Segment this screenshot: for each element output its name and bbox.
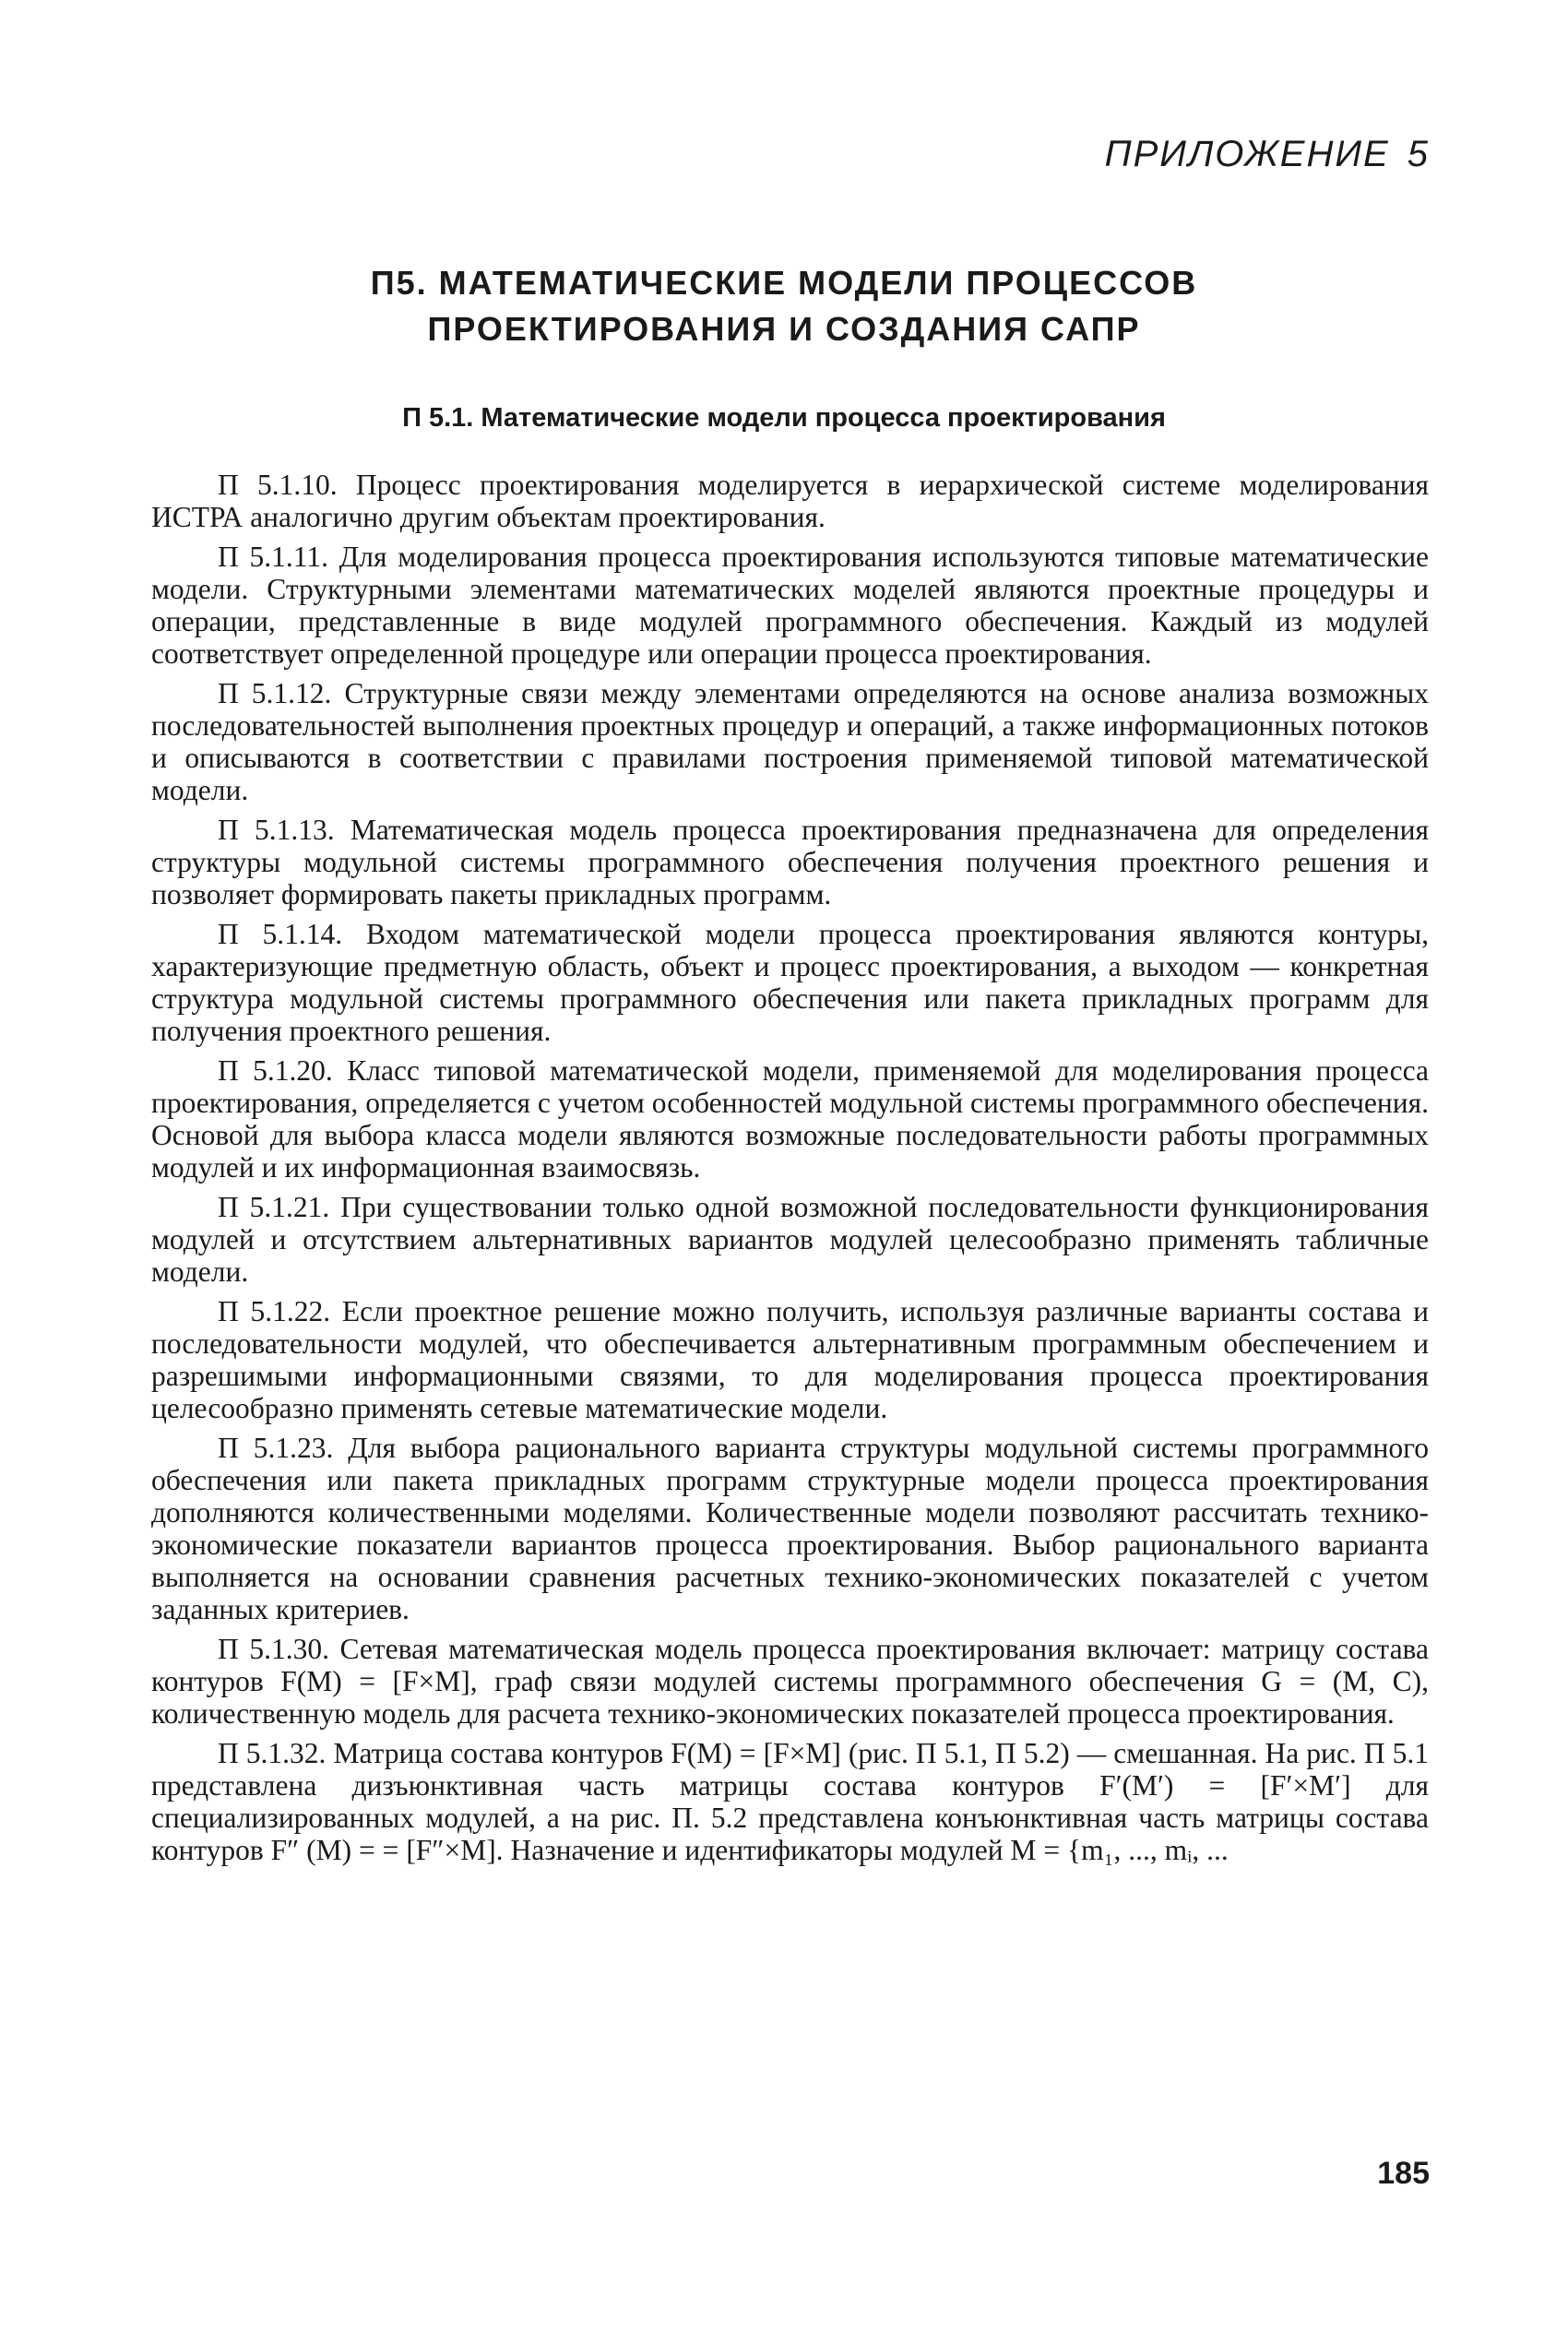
paragraph-5-1-11: П 5.1.11. Для моделирования процесса проектирования используются типовые математические модели. Структурными элементами математических моделей являются проектные процедуры и операции, представленные в виде модулей программного обеспечения. Каждый из модулей соответствует определенной процедуре или операции процесса проектирования. — [151, 541, 1429, 670]
paragraph-5-1-21: П 5.1.21. При существовании только одной возможной последовательности функционирования модулей и отсутствием альтернативных вариантов модулей целесообразно применять табличные модели. — [151, 1191, 1429, 1288]
chapter-title-line-1: П5. МАТЕМАТИЧЕСКИЕ МОДЕЛИ ПРОЦЕССОВ — [370, 264, 1198, 302]
paragraph-5-1-20: П 5.1.20. Класс типовой математической модели, применяемой для моделирования процесса проектирования, определяется с учетом особенностей модульной системы программного обеспечения. Основой для выбора класса модели являются возможные последовательности работы программных модулей и их информационная взаимосвязь. — [151, 1054, 1429, 1184]
paragraph-5-1-32: П 5.1.32. Матрица состава контуров F(M) = [F×M] (рис. П 5.1, П 5.2) — смешанная. На рис. П 5.1 представлена дизъюнктивная часть матрицы состава контуров F′(M′) = [F′×M′] для специализированных модулей, а на рис. П. 5.2 представлена конъюнктивная часть матрицы состава контуров F″ (M) = = [F″×M]. Назначение и идентификаторы модулей M = {m₁, ..., mᵢ, ... — [151, 1737, 1429, 1866]
paragraph-5-1-10: П 5.1.10. Процесс проектирования моделируется в иерархической системе моделирования ИСТРА аналогично другим объектам проектирования. — [151, 469, 1429, 533]
body-text — [151, 469, 1429, 1874]
paragraph-5-1-30: П 5.1.30. Сетевая математическая модель процесса проектирования включает: матрицу состава контуров F(M) = [F×M], граф связи модулей системы программного обеспечения G = (M, C), количественную модель для расчета технико-экономических показателей процесса проектирования. — [151, 1633, 1429, 1730]
paragraph-5-1-22: П 5.1.22. Если проектное решение можно получить, используя различные варианты состава и последовательности модулей, что обеспечивается альтернативным программным обеспечением и разрешимыми информационными связями, то для моделирования процесса проектирования целесообразно применять сетевые математические модели. — [151, 1295, 1429, 1424]
page-number: 185 — [1377, 2156, 1430, 2191]
appendix-label: ПРИЛОЖЕНИЕ 5 — [1104, 134, 1430, 174]
paragraph-5-1-14: П 5.1.14. Входом математической модели процесса проектирования являются контуры, характеризующие предметную область, объект и процесс проектирования, а выходом — конкретная структура модульной системы программного обеспечения или пакета прикладных программ для получения проектного решения. — [151, 918, 1429, 1047]
chapter-title-line-2: ПРОЕКТИРОВАНИЯ И СОЗДАНИЯ САПР — [427, 310, 1141, 348]
chapter-title — [0, 260, 1568, 352]
section-title: П 5.1. Математические модели процесса проектирования — [402, 403, 1166, 433]
paragraph-5-1-13: П 5.1.13. Математическая модель процесса проектирования предназначена для определения структуры модульной системы программного обеспечения получения проектного решения и позволяет формировать пакеты прикладных программ. — [151, 814, 1429, 910]
paragraph-5-1-23: П 5.1.23. Для выбора рационального варианта структуры модульной системы программного обеспечения или пакета прикладных программ структурные модели процесса проектирования дополняются количественными моделями. Количественные модели позволяют рассчитать технико-экономические показатели вариантов процесса проектирования. Выбор рационального варианта выполняется на основании сравнения расчетных технико-экономических показателей с учетом заданных критериев. — [151, 1432, 1429, 1625]
paragraph-5-1-12: П 5.1.12. Структурные связи между элементами определяются на основе анализа возможных последовательностей выполнения проектных процедур и операций, а также информационных потоков и описываются в соответствии с правилами построения применяемой типовой математической модели. — [151, 677, 1429, 806]
